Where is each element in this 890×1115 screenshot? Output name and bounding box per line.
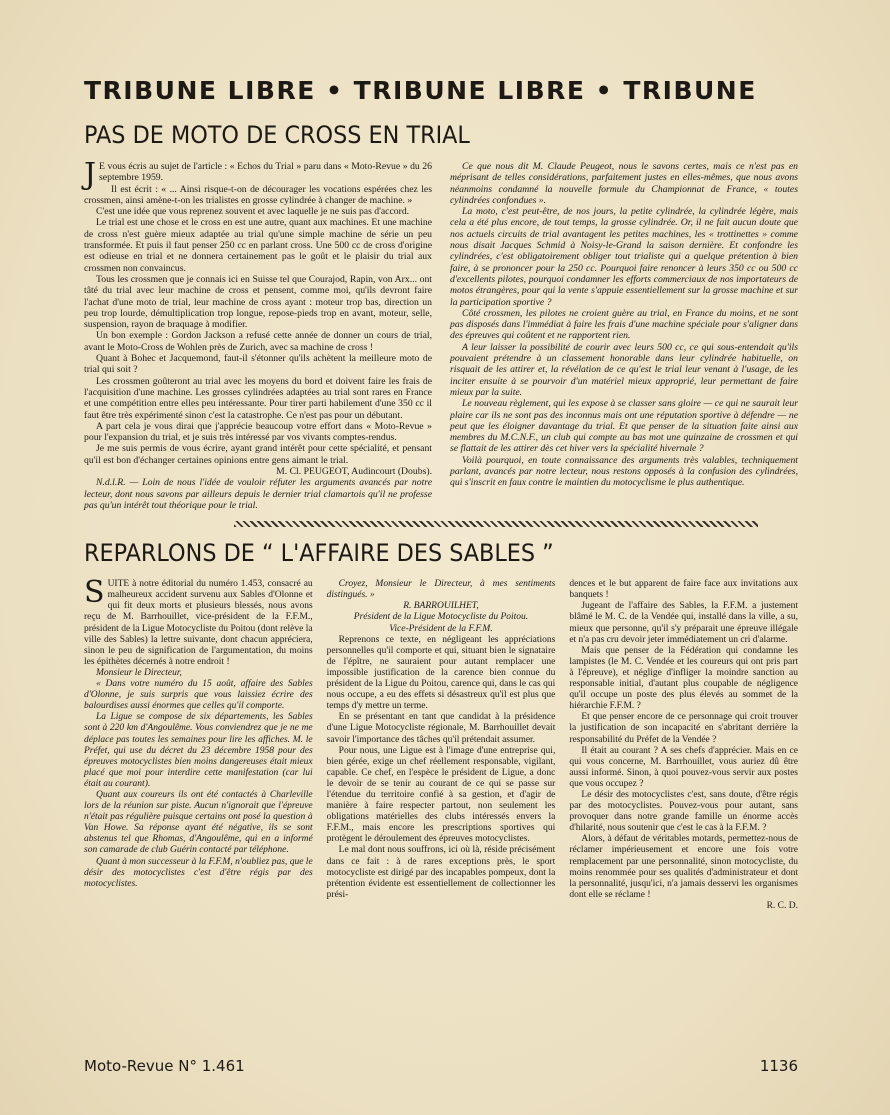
paragraph: Le mal dont nous souffrons, ici où là, réside précisément dans ce fait : à de rares exceptions près, le sport motocycliste est dirigé par des incapables pompeux, dont la prétention évidente est essentiellement de collectionner les prési-: [326, 845, 556, 900]
paragraph: E vous écris au sujet de l'article : « Echos du Trial » paru dans « Moto-Revue » du 26 septembre 1959.: [99, 161, 432, 184]
paragraph: Croyez, Monsieur le Directeur, à mes sentiments distingués. »: [326, 579, 556, 601]
paragraph: En se présentant en tant que candidat à la présidence d'une Ligue Motocycliste régionale, M. Barrhouillet devait savoir l'importance des tâches qu'il prétendait assumer.: [326, 712, 556, 745]
paragraph: Le désir des motocyclistes c'est, sans doute, d'être régis par des motocyclistes. Pouvez-vous pour autant, sans provoquer dans notre grande famille un énorme accès d'hilarité, nous soutenir que c'est le cas à la F.F.M. ?: [569, 789, 798, 834]
paragraph: Alors, à défaut de véritables motards, permettez-nous de réclamer impérieusement et encore une fois votre remplacement par une personnalité, sinon motocycliste, du moins renommée pour ses qualités d'administrateur et dont la personnalité, jusqu'ici, n'a jamais desservi les organismes dont elle se réclame !: [569, 834, 798, 900]
paragraph: UITE à notre éditorial du numéro 1.453, consacré au malheureux accident survenu aux Sables d'Olonne et qui fit deux morts et plusieurs blessés, nous avons reçu de M. Barrhouillet, vice-président de la F.F.M., président de la Ligue Motocycliste du Poitou (dont relève la ville des Sables) la lettre suivante, dont chacun appréciera, sinon le peu de signification de l'argumentation, du moins les épithètes décernés à notre endroit !: [84, 579, 313, 667]
paragraph: Mais que penser de la Fédération qui condamne les lampistes (le M. C. Vendée et les coureurs qui ont pris part à l'épreuve), et néglige d'infliger la moindre sanction au responsable initial, d'autant plus coupable de négligence qu'il occupe un poste des plus élevés au sommet de la hiérarchie F.F.M. ?: [569, 645, 798, 712]
article-sables-columns: [84, 575, 798, 912]
page-number: 1136: [759, 1057, 798, 1075]
paragraph: Ce que nous dit M. Claude Peugeot, nous le savons certes, mais ce n'est pas en méprisant de telles considérations, parfaitement justes en elles-mêmes, que nous avons néanmoins condamné la nouvelle formule du Championnat de France, « toutes cylindrées confondues ».: [450, 161, 798, 206]
signature-line: R. C. D.: [766, 900, 798, 911]
signature-line: R. BARROUILHET,: [403, 601, 479, 612]
paragraph: Tous les crossmen que je connais ici en Suisse tel que Courajod, Rapin, von Arx... ont tâté du trial avec leur machine de cross et pensent, comme moi, qu'ils devront faire l'achat d'une moto de trial, leur machine de cross ayant : moteur trop bas, direction un peu trop lourde, démultiplication trop longue, repose-pieds trop en avant, moteur, selle, suspension, rayon de braquage à modifier.: [84, 273, 432, 331]
paragraph: Quant à mon successeur à la F.F.M, n'oubliez pas, que le désir des motocyclistes c'est d'être régis par des motocyclistes.: [84, 856, 313, 889]
paragraph: Jugeant de l'affaire des Sables, la F.F.M. a justement blâmé le M. C. de la Vendée qui, installé dans la ville, a su, mieux que personne, qu'il s'y préparait une épreuve illégale et n'a pas cru devoir jeter immédiatement un cri d'alarme.: [569, 601, 798, 645]
paragraph: La Ligue se compose de six départements, les Sables sont à 220 km d'Angoulême. Vous conviendrez que je ne me déplace pas toutes les semaines pour lire les affiches. M. le Préfet, qui use du décret du 23 décembre 1958 pour des épreuves motocyclistes bien moins dangereuses était mieux placé que moi pour interdire cette manifestation (car lui était au courant).: [84, 712, 313, 789]
paragraph: dences et le but apparent de faire face aux invitations aux banquets !: [569, 579, 798, 601]
article-sables: [84, 539, 798, 912]
article-trial-title: PAS DE MOTO DE CROSS EN TRIAL: [84, 121, 470, 149]
paragraph: Un bon exemple : Gordon Jackson a refusé cette année de donner un cours de trial, avant le Moto-Cross de Wohlen près de Zurich, avec sa machine de cross !: [84, 330, 432, 353]
decorative-divider: [234, 521, 758, 527]
paragraph: « Dans votre numéro du 15 août, affaire des Sables d'Olonne, je suis surpris que vous laissiez écrire des balourdises aussi énormes que celles qu'il comporte.: [84, 679, 313, 712]
signature-line: Président de la Ligue Motocycliste du Poitou.: [353, 612, 529, 623]
paragraph: Monsieur le Directeur,: [96, 667, 182, 678]
signature-line: Vice-Président de la F.F.M.: [389, 623, 493, 634]
paragraph: Quant à Bohec et Jacquemond, faut-il s'étonner qu'ils achètent la meilleure moto de trial qui soit ?: [84, 353, 432, 376]
dropcap-j: J: [84, 157, 97, 192]
article-trial-columns: [84, 157, 798, 511]
paragraph: La moto, c'est peut-être, de nos jours, la petite cylindrée, la cylindrée légère, mais cela a été plus encore, de tout temps, la grosse cylindrée. Or, il ne fait aucun doute que nos actuels circuits de trial avantagent les petites machines, les « trottinettes » comme nous disait Jacques Schmid à Noisy-le-Grand la saison dernière. Et confondre les cylindrées, c'est obligatoirement obliger tout trialiste qui a quelque prétention à bien faire, à se prononcer pour la 250 cc. Pourquoi faire renoncer à leurs 350 cc ou 500 cc d'excellents pilotes, pourquoi condamner les efforts commerciaux de nos importateurs de motos étrangères, pour qui la vente s'appuie essentiellement sur la grosse machine et sur la participation sportive ?: [450, 206, 798, 308]
section-banner: TRIBUNE LIBRE • TRIBUNE LIBRE • TRIBUNE: [84, 76, 757, 105]
paragraph: Il est écrit : « ... Ainsi risque-t-on de décourager les vocations espérées chez les crossmen, ainsi amène-t-on les trialistes en grosse cylindrée à changer de machine. »: [84, 183, 432, 206]
article-sables-column-3: [569, 579, 798, 912]
paragraph: Je me suis permis de vous écrire, ayant grand intérêt pour cette spécialité, et pensant qu'il est bon d'échanger certaines opinions entre gens aimant le trial.: [84, 443, 432, 466]
paragraph: C'est une idée que vous reprenez souvent et avec laquelle je ne suis pas d'accord.: [96, 206, 410, 218]
paragraph: A leur laisser la possibilité de courir avec leurs 500 cc, ce qui sous-entendait qu'ils pouvaient prétendre à un classement honorable dans leur cylindrée habituelle, on risquait de les attirer et, la révélation de ce qu'est le trial leur venant à l'usage, de les inciter ensuite à se pourvoir d'un matériel mieux approprié, leur permettant de faire mieux par la suite.: [450, 341, 798, 398]
article-trial: [84, 121, 798, 511]
dropcap-s: S: [84, 575, 105, 611]
article-sables-column-1: [84, 575, 313, 912]
paragraph: Voilà pourquoi, en toute connaissance des arguments très valables, techniquement parlant, avancés par notre lecteur, nous restons opposés à la confusion des cylindrées, qui s'inscrit en faux contre le maintien du motocyclisme le plus authentique.: [450, 454, 798, 489]
paragraph: Pour nous, une Ligue est à l'image d'une entreprise qui, bien gérée, exige un chef réellement responsable, vigilant, capable. Ce chef, en l'espèce le président de Ligue, a donc le devoir de se tenir au courant de ce qui se passe sur l'étendue du territoire confié à sa gestion, et d'agir de manière à faire respecter partout, non seulement les obligations matérielles des clubs intéressés envers la F.F.M., mais encore les prescriptions sportives qui protègent le déroulement des épreuves motocyclistes.: [326, 745, 556, 845]
paragraph: Il était au courant ? A ses chefs d'apprécier. Mais en ce qui vous concerne, M. Barrhouillet, vous auriez dû être aussi informé. Sinon, à quoi pouvez-vous servir aux postes que vous occupez ?: [569, 745, 798, 789]
paragraph: Quant aux coureurs ils ont été contactés à Charleville lors de la réunion sur piste. Aucun n'ignorait que l'épreuve n'était pas régulière puisque certains ont posé la question à Van Howe. Sa réponse ayant été négative, ils se sont abstenus tel que Rhomas, d'Angoulême, qui en a informé son camarade de club Guérin contacté par téléphone.: [84, 789, 313, 856]
paragraph: A part cela je vous dirai que j'apprécie beaucoup votre effort dans « Moto-Revue » pour l'expansion du trial, et je suis très intéressé par vos vivants comptes-rendus.: [84, 420, 432, 444]
article-sables-title: REPARLONS DE “ L'AFFAIRE DES SABLES ”: [84, 539, 554, 568]
article-trial-right-column: [450, 161, 798, 511]
article-sables-column-2: [327, 579, 556, 912]
paragraph: Les crossmen goûteront au trial avec les moyens du bord et doivent faire les frais de l'acquisition d'une machine. Les grosses cylindrées adaptées au trial sont rares en France et une compétition entre elles peu intéressante. Pour tirer parti habilement d'une 350 cc il faut être très expérimenté sinon c'est la catastrophe. Ce n'est pas pour un débutant.: [84, 375, 432, 421]
paragraph: Reprenons ce texte, en négligeant les appréciations personnelles qu'il comporte et qui, situant bien le signataire de l'épître, ne sauraient pour autant remplacer une impossible justification de la carence bien connue du président de la Ligue du Poitou, carence qui, dans le cas qui nous occupe, a eu des effets si désastreux qu'il est plus que temps d'y mettre un terme.: [326, 634, 556, 712]
paragraph: Le trial est une chose et le cross en est une autre, quant aux machines. Et une machine de cross n'est guère mieux adaptée au trial qu'une simple machine de série un peu transformée. Et puis il faut penser 250 cc en parlant cross. Une 500 cc de cross d'origine est odieuse en trial et ne donnera certainement pas le goût et le plaisir du trial aux crossmen non convaincus.: [84, 217, 432, 274]
paragraph: Et que penser encore de ce personnage qui croit trouver la justification de son incapacité en s'abritant derrière la responsabilité du Préfet de la Vendée ?: [569, 712, 798, 745]
editor-note: N.d.l.R. — Loin de nous l'idée de vouloir réfuter les arguments avancés par notre lecteur, dont nous savons par ailleurs depuis le dernier trial clamartois qu'il ne professe pas qu'un intérêt tout théorique pour le trial.: [84, 477, 432, 511]
article-trial-left-column: [84, 157, 432, 511]
paragraph: Le nouveau règlement, qui les expose à se classer sans gloire — ce qui ne saurait leur plaire car ils ne sont pas des inconnus mais ont une réputation sportive à défendre — ne peut que les éloigner davantage du trial. Et que penser de la situation faite ainsi aux membres du M.C.N.F., un club qui compte au bas mot une quinzaine de crossmen et qui se flattait de les attirer dès cet hiver vers la spécialité hivernale ?: [450, 398, 798, 455]
letter-signature: M. Cl. PEUGEOT, Audincourt (Doubs).: [276, 466, 432, 478]
paragraph: Côté crossmen, les pilotes ne croient guère au trial, en France du moins, et ne sont pas disposés dans l'immédiat à faire les frais d'une machine spéciale pour s'aligner dans des épreuves qui coûtent et ne rapportent rien.: [450, 307, 798, 342]
page-footer: [84, 1057, 798, 1075]
magazine-issue: Moto-Revue N° 1.461: [84, 1057, 245, 1075]
